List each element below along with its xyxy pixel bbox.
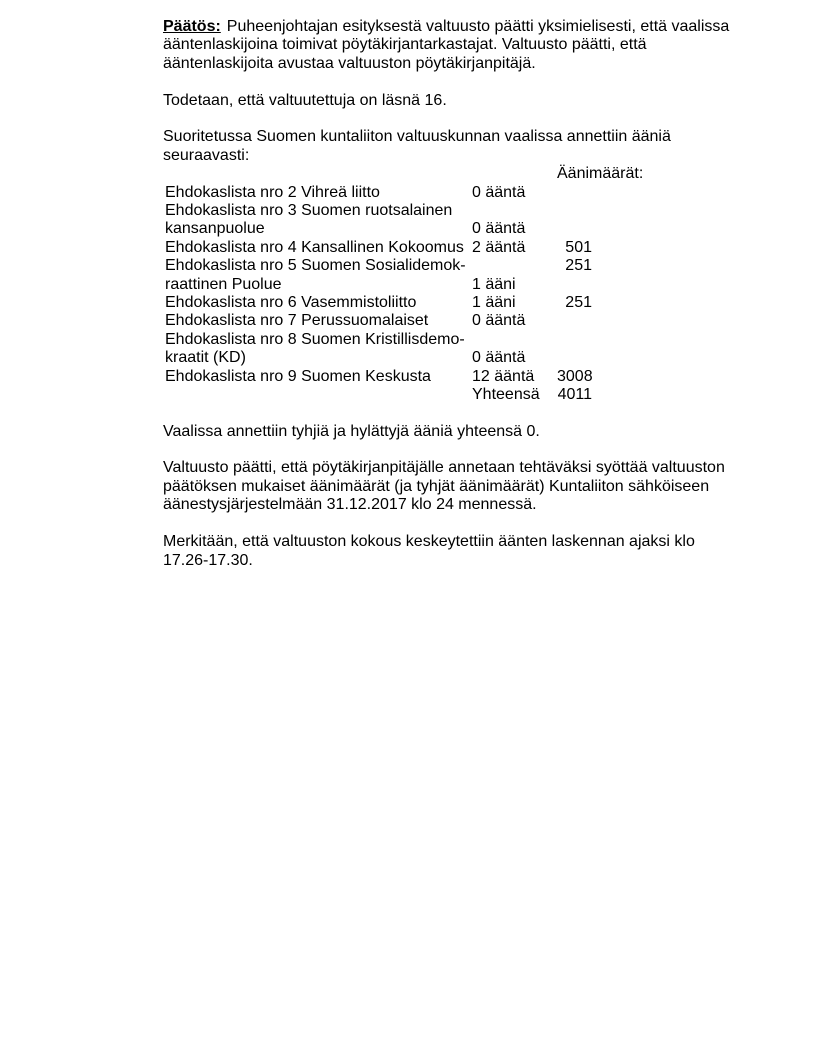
points-cell: 251: [565, 257, 592, 275]
decision-label: Päätös:: [163, 18, 221, 35]
votes-cell: [472, 257, 557, 275]
points-cell: 3008: [557, 367, 593, 385]
table-row: [165, 220, 743, 238]
points-cell: 4011: [557, 385, 592, 403]
votes-cell: 1 ääni: [472, 293, 516, 311]
votes-cell: 2 ääntä: [472, 238, 526, 256]
table-row: [165, 294, 743, 312]
points-cell: [557, 312, 592, 330]
list-name: [165, 386, 472, 404]
points-cell: [557, 220, 592, 238]
list-name: Ehdokaslista nro 7 Perussuomalaiset: [165, 312, 429, 330]
points-cell: [557, 202, 592, 220]
table-row: [165, 349, 743, 367]
results-table: [165, 165, 743, 404]
table-row: [165, 202, 743, 220]
list-name: Ehdokaslista nro 5 Suomen Sosialidemok-: [165, 257, 466, 275]
table-row: [165, 331, 743, 349]
points-header: Äänimäärät:: [557, 165, 644, 183]
table-row: [165, 239, 743, 257]
points-cell: [557, 331, 592, 349]
list-name: Ehdokaslista nro 2 Vihreä liitto: [165, 183, 380, 201]
list-name: Ehdokaslista nro 9 Suomen Keskusta: [165, 367, 431, 385]
document-body: [163, 18, 743, 588]
votes-cell: [472, 202, 557, 220]
decision-text: Puheenjohtajan esityksestä valtuusto päätti yksimielisesti, että vaalissa ääntenlaskijoina toimivat pöytäkirjantarkastajat. Valtuusto päätti, että ääntenlaskijoita avustaa valtuuston pöytäkirjanpitäjä.: [163, 18, 730, 72]
votes-cell: 0 ääntä: [472, 349, 526, 367]
blank-votes-paragraph: Vaalissa annettiin tyhjiä ja hylättyjä ääniä yhteensä 0.: [163, 422, 540, 440]
decision-paragraph: [163, 18, 743, 73]
table-row: [165, 386, 743, 404]
votes-cell: 1 ääni: [472, 275, 516, 293]
points-cell: 251: [565, 293, 592, 311]
votes-cell: 0 ääntä: [472, 183, 526, 201]
list-name: Ehdokaslista nro 8 Suomen Kristillisdemo-: [165, 330, 465, 348]
points-cell: [557, 349, 592, 367]
list-name: kraatit (KD): [165, 349, 246, 367]
votes-cell: 0 ääntä: [472, 220, 526, 238]
table-row: [165, 184, 743, 202]
points-cell: [557, 184, 592, 202]
points-cell: [557, 276, 592, 294]
points-cell: 501: [565, 238, 592, 256]
votes-cell: [472, 331, 557, 349]
votes-cell: Yhteensä: [472, 385, 540, 403]
votes-cell: 12 ääntä: [472, 367, 535, 385]
break-note-paragraph: Merkitään, että valtuuston kokous keskeytettiin äänten laskennan ajaksi klo 17.26-17.30.: [163, 533, 695, 569]
intro-paragraph: Suoritetussa Suomen kuntaliiton valtuuskunnan vaalissa annettiin ääniä seuraavasti:: [163, 128, 671, 164]
table-row: [165, 312, 743, 330]
table-row: [165, 368, 743, 386]
present-paragraph: Todetaan, että valtuutettuja on läsnä 16.: [163, 91, 447, 109]
list-name: Ehdokaslista nro 3 Suomen ruotsalainen: [165, 202, 453, 219]
entry-decision-paragraph: Valtuusto päätti, että pöytäkirjanpitäjälle annetaan tehtäväksi syöttää valtuuston päätöksen mukaiset äänimäärät (ja tyhjät äänimäärät) Kuntaliiton sähköiseen äänestysjärjestelmään 31.12.2017 klo 24 mennessä.: [163, 459, 725, 514]
list-name: Ehdokaslista nro 4 Kansallinen Kokoomus: [165, 238, 464, 256]
list-name: Ehdokaslista nro 6 Vasemmistoliitto: [165, 293, 417, 311]
votes-cell: 0 ääntä: [472, 312, 526, 330]
list-name: kansanpuolue: [165, 220, 265, 238]
list-name: raattinen Puolue: [165, 275, 282, 293]
table-row: [165, 276, 743, 294]
table-row: [165, 257, 743, 275]
